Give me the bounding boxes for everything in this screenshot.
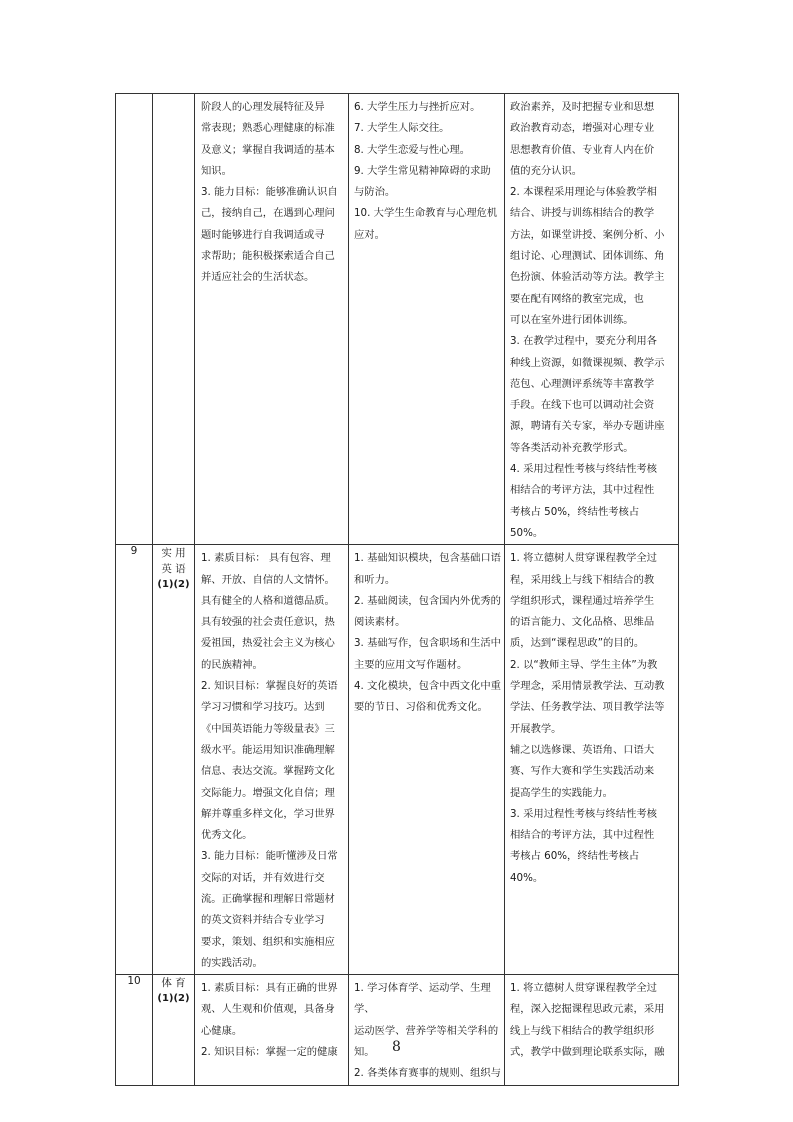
requirement-paragraph: 1. 将立德树人贯穿课程教学全过 程，采用线上与线下相结合的教 学组织形式，课程通过培养学生 的语言能力、文化品格、思维品 质，达到“课程思政”的目的。 (510, 552, 657, 650)
requirement-paragraph: 4. 采用过程性考核与终结性考核 相结合的考评方法，其中过程性 考核占 50%，终结性考核占 50%。 (510, 463, 657, 539)
course-goals-cell (195, 975, 349, 1085)
course-number-cell: 9 (116, 545, 153, 975)
table-row-physical-education (116, 975, 679, 1085)
table-row-practical-english (116, 545, 679, 975)
goal-paragraph: 2. 知识目标：掌握一定的健康 (201, 1046, 338, 1059)
content-item: 8. 大学生恋爱与性心理。 (354, 143, 471, 156)
course-name: 体 育 (161, 977, 186, 990)
course-code: (1)(2) (157, 579, 190, 591)
course-name-cell (153, 545, 195, 975)
content-item: 3. 基础写作，包含职场和生活中 主要的应用文写作题材。 (354, 637, 501, 671)
teaching-requirements-cell (505, 94, 679, 545)
requirement-paragraph: 政治素养，及时把握专业和思想 政治教育动态，增强对心理专业 思想教育价值、专业育人内在价 值的充分认识。 (510, 101, 655, 177)
course-content-cell (349, 545, 505, 975)
course-name-cell (153, 94, 195, 545)
requirement-paragraph: 2. 本课程采用理论与体验教学相 结合、讲授与训练相结合的教学 方法，如课堂讲授、案例分析、小 组讨论、心理测试、团体训练、角 色扮演、体验活动等方法。教学主 要在配有网络的教室完成，也 可以在室外进行团体训练。 (510, 186, 665, 326)
content-item: 2. 各类体育赛事的规则、组织与 (354, 1067, 501, 1080)
teaching-requirements-cell (505, 975, 679, 1085)
content-item: 2. 基础阅读，包含国内外优秀的 阅读素材。 (354, 594, 501, 629)
course-content-cell (349, 94, 505, 545)
goal-paragraph: 1. 素质目标： 具有包容、理 解、开放、自信的人文情怀。 具有健全的人格和道德品质。 具有较强的社会责任意识，热 爱祖国，热爱社会主义为核心 的民族精神。 (201, 552, 335, 671)
curriculum-table (115, 93, 679, 1086)
table-row-continued (116, 94, 679, 545)
course-name-cell (153, 975, 195, 1085)
course-number-cell: 10 (116, 975, 153, 1085)
requirement-paragraph: 3. 在教学过程中，要充分利用各 种线上资源，如微课视频、教学示 范包、心理测评系统等丰富教学 手段。在线下也可以调动社会资 源，聘请有关专家，举办专题讲座 等各类活动补充教学形式。 (510, 335, 665, 454)
goal-paragraph: 2. 知识目标：掌握良好的英语 学习习惯和学习技巧。达到 《中国英语能力等级量表》三 级水平。能运用知识准确理解 信息、表达交流。掌握跨文化 交际能力。增强文化自信；理 解并尊重多样文化，学习世界 优秀文化。 (201, 680, 338, 842)
content-item: 1. 学习体育学、运动学、生理学、 运动医学、营养学等相关学科的 知。 (354, 982, 499, 1059)
course-content-cell (349, 975, 505, 1085)
page-number: 8 (392, 1039, 401, 1055)
goal-paragraph: 3. 能力目标：能够准确认识自 己，接纳自己，在遇到心理问 题时能够进行自我调适或寻 求帮助；能积极探索适合自己 并适应社会的生活状态。 (201, 186, 338, 284)
content-item: 4. 文化模块，包含中西文化中重 要的节日、习俗和优秀文化。 (354, 680, 501, 714)
requirement-paragraph: 1. 将立德树人贯穿课程教学全过 程，深入挖掘课程思政元素，采用 线上与线下相结合的教学组织形 式，教学中做到理论联系实际，融 (510, 982, 665, 1059)
goal-paragraph: 3. 能力目标：能听懂涉及日常 交际的对话，并有效进行交 流。正确掌握和理解日常题材 的英文资料并结合专业学习 要求，策划、组织和实施相应 的实践活动。 (201, 850, 338, 969)
course-name: 实 用 英 语 (161, 547, 186, 576)
goal-paragraph: 1. 素质目标：具有正确的世界 观、人生观和价值观，具备身 心健康。 (201, 982, 338, 1037)
course-goals-cell (195, 545, 349, 975)
content-item: 7. 大学生人际交往。 (354, 122, 450, 135)
content-item: 1. 基础知识模块，包含基础口语 和听力。 (354, 552, 501, 586)
content-item: 6. 大学生压力与挫折应对。 (354, 101, 481, 113)
course-code: (1)(2) (157, 993, 190, 1005)
course-goals-cell (195, 94, 349, 545)
content-item: 9. 大学生常见精神障碍的求助 与防治。 (354, 164, 491, 199)
requirement-paragraph: 2. 以“教师主导、学生主体”为教 学理念，采用情景教学法、互动教 学法、任务教学法、项目教学法等 开展教学。 辅之以选修课、英语角、口语大 赛、写作大赛和学生实践活动来 提高学生的实践能力。 (510, 658, 665, 799)
goal-paragraph: 阶段人的心理发展特征及异 常表现；熟悉心理健康的标准 及意义；掌握自我调适的基本 知识。 (201, 101, 335, 177)
content-item: 10. 大学生生命教育与心理危机 应对。 (354, 207, 498, 241)
teaching-requirements-cell (505, 545, 679, 975)
requirement-paragraph: 3. 采用过程性考核与终结性考核 相结合的考评方法，其中过程性 考核占 60%，终结性考核占 40%。 (510, 807, 657, 884)
course-number-cell (116, 94, 153, 545)
